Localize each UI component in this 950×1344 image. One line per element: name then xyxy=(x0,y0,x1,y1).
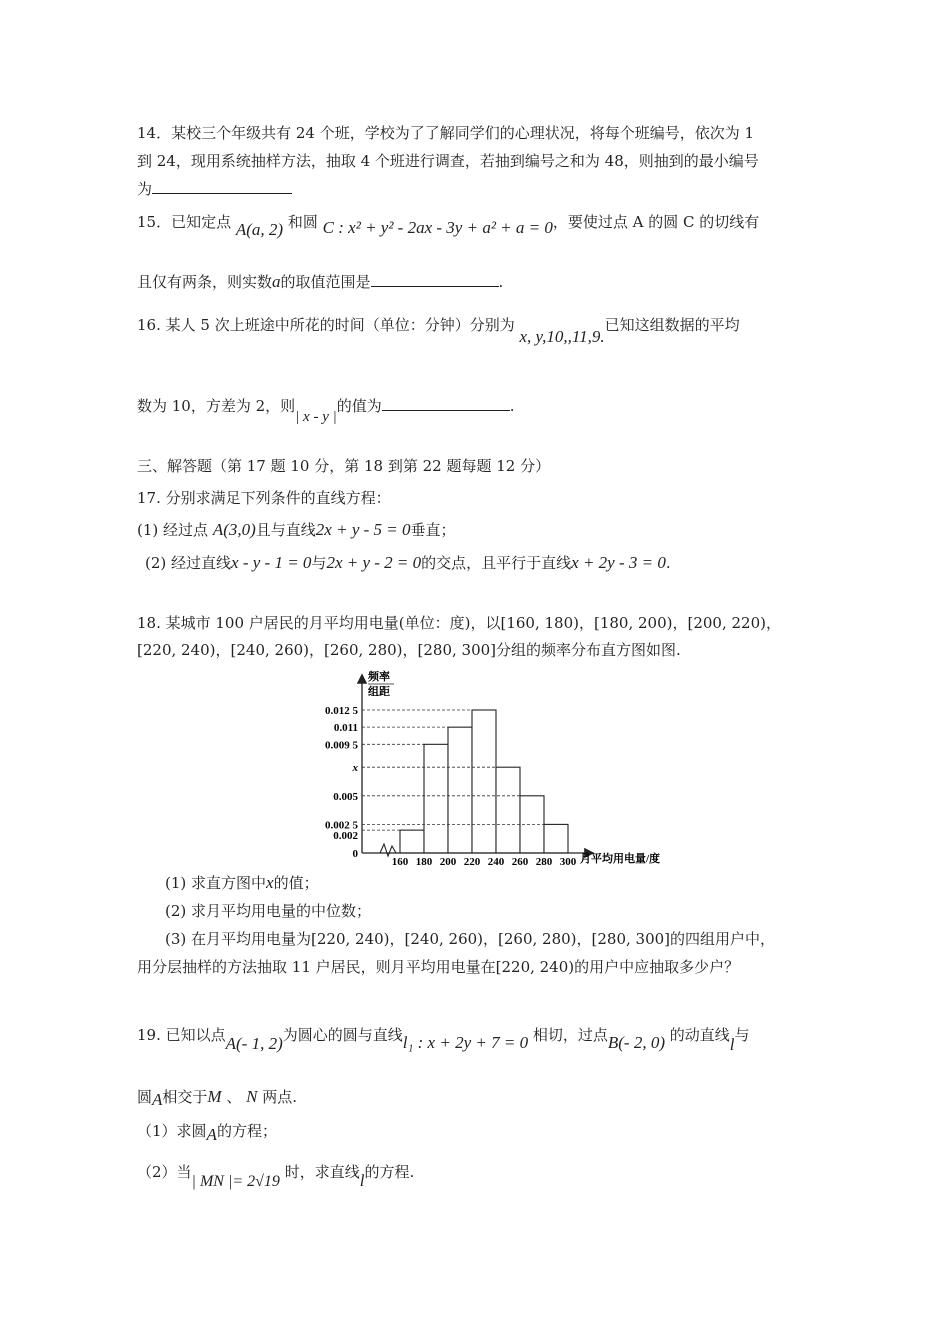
y-tick-label-8: 0 xyxy=(352,848,358,860)
q19-s1-var-A: A xyxy=(206,1125,217,1144)
q19-s2b: 时，求直线 xyxy=(284,1163,360,1181)
q19-s2a: （2）当 xyxy=(137,1163,192,1181)
q15-line2-b: 的取值范围是 xyxy=(280,273,371,291)
q18-sub1 xyxy=(165,873,319,893)
q19-a: 19. 已知以点 xyxy=(137,1026,226,1044)
x-tick-label-240: 240 xyxy=(487,856,505,868)
q17-p2d: . xyxy=(665,554,671,572)
x-axis-label: 月平均用电量/度 xyxy=(580,853,661,865)
q15-answer-blank xyxy=(371,272,499,287)
frequency-histogram xyxy=(300,670,670,870)
q16-tail: 已知这组数据的平均 xyxy=(604,316,740,334)
q19-var-M: M xyxy=(207,1087,222,1106)
y-tick-label-3: 0.009 5 xyxy=(325,739,358,752)
q17-p2a: (2) 经过直线 xyxy=(145,554,232,572)
x-tick-label-300: 300 xyxy=(559,856,577,868)
q16-abs: | x - y | xyxy=(295,409,337,425)
q14-line3 xyxy=(137,179,292,199)
histogram-bar-2 xyxy=(424,744,448,853)
q18-s1b: 的值； xyxy=(273,874,319,892)
q19-line2 xyxy=(137,1087,297,1107)
q19-b: 为圆心的圆与直线 xyxy=(282,1026,403,1044)
y-tick-label-6: 0.002 5 xyxy=(325,819,358,832)
q15-circle-eq: C : x² + y² - 2ax - 3y + a² + a = 0 xyxy=(322,218,553,237)
q18-line2: [220, 240)，[240, 260)，[260, 280)，[280, 300]分组的频率分布直方图如图. xyxy=(137,641,681,659)
q17-p1c: 垂直； xyxy=(410,521,456,539)
y-label-top: 频率 xyxy=(368,671,390,683)
q14-line3-text: 为 xyxy=(137,180,153,198)
histogram-bar-3 xyxy=(448,727,472,853)
q19-sub2 xyxy=(137,1162,415,1190)
q19-s1a: （1）求圆 xyxy=(137,1122,207,1140)
q19-line2b: 相交于 xyxy=(162,1088,208,1106)
q18-s1-var: x xyxy=(266,873,274,892)
q15-line2 xyxy=(137,272,503,292)
q17-part2 xyxy=(145,553,671,573)
q19-line2a: 圆 xyxy=(137,1088,153,1106)
q16-data: x, y,10,,11,9. xyxy=(519,327,605,346)
histogram-bar-1 xyxy=(400,830,424,853)
histogram-bar-5 xyxy=(496,767,520,853)
q19-s1b: 的方程； xyxy=(216,1122,277,1140)
q17-title: 17. 分别求满足下列条件的直线方程： xyxy=(137,489,391,507)
q17-p2b: 与 xyxy=(311,554,327,572)
q16-answer-blank xyxy=(382,396,510,411)
q14-line1: 14．某校三个年级共有 24 个班，学校为了了解同学们的心理状况，将每个班编号，依次为 1 xyxy=(137,124,755,142)
q19-sep: 、 xyxy=(226,1088,242,1106)
q19-sub1 xyxy=(137,1121,277,1144)
q16-end: . xyxy=(509,397,515,415)
q16-text: 16. 某人 5 次上班途中所花的时间（单位：分钟）分别为 xyxy=(137,316,515,334)
q18-sub2: (2) 求月平均用电量的中位数； xyxy=(165,902,372,920)
x-tick-label-200: 200 xyxy=(439,856,457,868)
q15-mid: 和圆 xyxy=(287,213,318,231)
x-tick-label-220: 220 xyxy=(463,856,481,868)
q17-p1-eq: 2x + y - 5 = 0 xyxy=(315,520,411,539)
q16-line2 xyxy=(137,396,515,425)
q16-line1 xyxy=(137,315,740,346)
y-label-bottom: 组距 xyxy=(368,686,390,698)
x-tick-label-280: 280 xyxy=(535,856,553,868)
q17-p1b: 且与直线 xyxy=(255,521,316,539)
q19-line2c: 两点. xyxy=(262,1088,298,1106)
q18-line1: 18. 某城市 100 户居民的月平均用电量(单位：度)，以[160, 180)，[180, 200)，[200, 220)， xyxy=(137,614,781,632)
q18-sub3-line1: (3) 在月平均用电量为[220, 240)，[240, 260)，[260, 280)，[280, 300]的四组用户中， xyxy=(165,930,776,948)
q14-answer-blank xyxy=(152,179,292,194)
q19-line-l1: l₁ : x + 2y + 7 = 0 xyxy=(402,1033,529,1052)
y-tick-label-2: 0.011 xyxy=(333,722,358,735)
q16-line2-b: 的值为 xyxy=(336,397,382,415)
q18-s1a: (1) 求直方图中 xyxy=(165,874,267,892)
q18-sub3-line2: 用分层抽样的方法抽取 11 户居民，则月平均用电量在[220, 240)的用户中应抽取多少户？ xyxy=(137,958,740,976)
section3-heading: 三、解答题（第 17 题 10 分，第 18 到第 22 题每题 12 分） xyxy=(137,457,551,475)
q19-s2c: 的方程. xyxy=(364,1163,415,1181)
q19-s2-var-l: l xyxy=(359,1171,365,1190)
y-tick-label-5: 0.005 xyxy=(333,790,358,803)
q17-p1a: (1) 经过点 xyxy=(137,521,209,539)
q17-p2-eq2: 2x + y - 2 = 0 xyxy=(326,553,422,572)
q15-var-a: a xyxy=(272,272,281,291)
x-tick-label-160: 160 xyxy=(391,856,409,868)
q15-end: . xyxy=(498,273,504,291)
q19-var-l: l xyxy=(729,1035,735,1054)
q19-e: 与 xyxy=(734,1026,750,1044)
q15-suffix: ，要使过点 A 的圆 C 的切线有 xyxy=(552,213,760,231)
y-tick-label-4: x xyxy=(352,762,358,775)
axis-break-mark xyxy=(380,844,396,856)
x-tick-label-180: 180 xyxy=(415,856,433,868)
y-tick-label-7: 0.002 xyxy=(333,830,358,843)
q15-line2-a: 且仅有两条，则实数 xyxy=(137,273,273,291)
q17-part1 xyxy=(137,520,456,540)
q19-c: 相切，过点 xyxy=(532,1026,608,1044)
q19-point-A: A(- 1, 2) xyxy=(225,1034,283,1053)
q17-p1-point: A(3,0) xyxy=(212,520,256,539)
q17-p2c: 的交点，且平行于直线 xyxy=(421,554,572,572)
q17-p2-eq3: x + 2y - 3 = 0 xyxy=(571,553,666,572)
q15-line1 xyxy=(137,212,760,239)
histogram-bar-4 xyxy=(472,710,496,853)
x-tick-label-260: 260 xyxy=(511,856,529,868)
q16-line2-a: 数为 10，方差为 2，则 xyxy=(137,397,296,415)
q19-var-A: A xyxy=(152,1090,163,1109)
q19-d: 的动直线 xyxy=(669,1026,730,1044)
q15-point: A(a, 2) xyxy=(235,220,284,239)
y-tick-label-1: 0.012 5 xyxy=(325,705,358,717)
q19-var-N: N xyxy=(246,1087,258,1106)
q14-line2: 到 24，现用系统抽样方法，抽取 4 个班进行调查，若抽到编号之和为 48，则抽到的最小编号 xyxy=(137,152,759,170)
q19-s2-cond: | MN |= 2√19 xyxy=(191,1173,280,1190)
q15-prefix: 15．已知定点 xyxy=(137,213,232,231)
q17-p2-eq1: x - y - 1 = 0 xyxy=(231,553,312,572)
histogram-bar-7 xyxy=(544,824,568,853)
q19-point-B: B(- 2, 0) xyxy=(607,1033,665,1052)
q19-line1 xyxy=(137,1025,750,1054)
